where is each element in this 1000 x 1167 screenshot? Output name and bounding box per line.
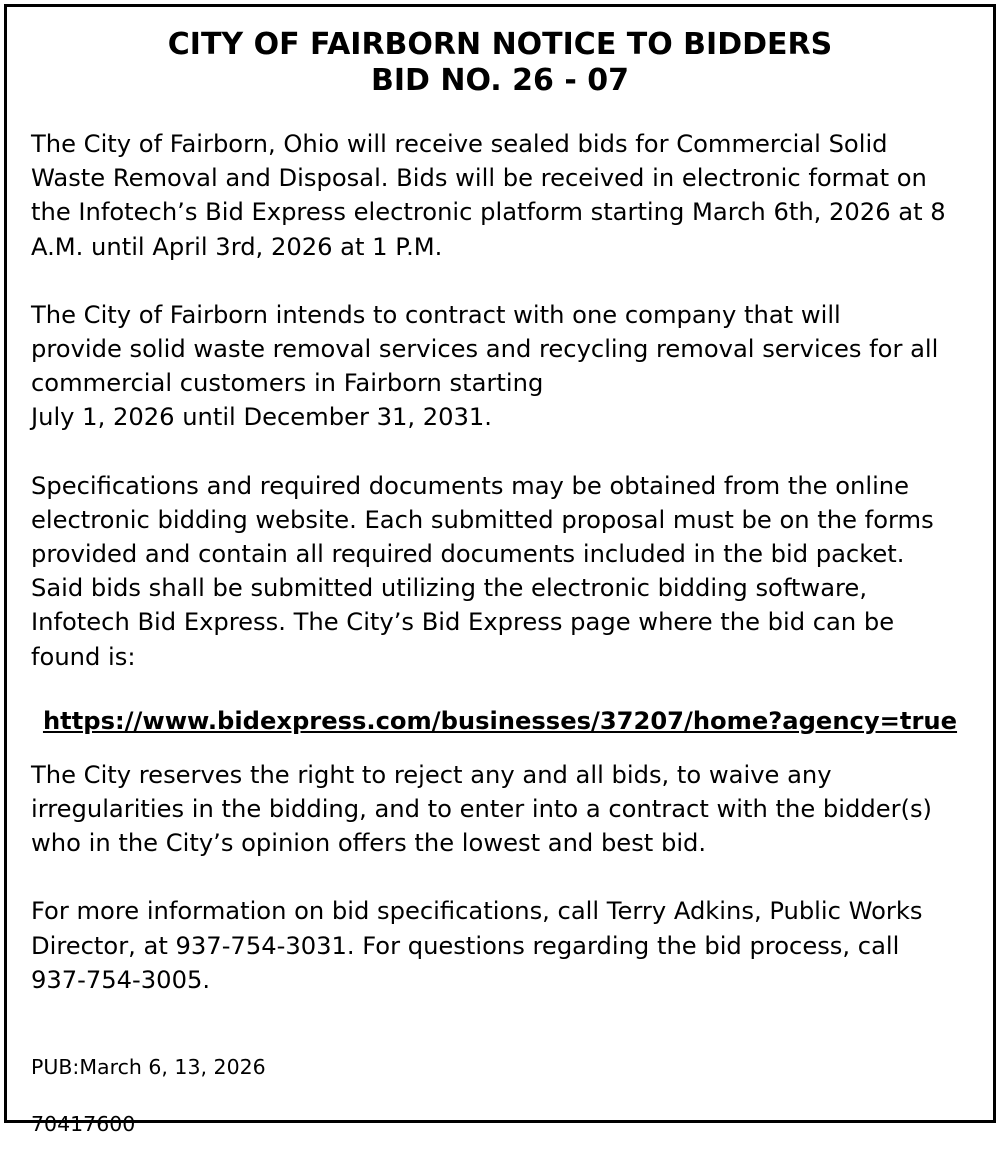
notice-box (4, 4, 996, 1136)
notice-title (7, 7, 993, 99)
link-container (31, 704, 969, 738)
publication-info (31, 1024, 969, 1167)
publication-dates: PUB:March 6, 13, 2026 (31, 1054, 266, 1079)
title-line-1: CITY OF FAIRBORN NOTICE TO BIDDERS (167, 27, 833, 62)
bid-express-link[interactable]: https://www.bidexpress.com/businesses/37207/home?agency=true (42, 706, 958, 735)
title-line-2: BID NO. 26 - 07 (370, 63, 629, 98)
paragraph-contract: The City of Fairborn intends to contract with one company that will provide solid waste removal services and recycling removal services for all commercial customers in Fairborn starting July 1, 2026 until December 31, 2031. (31, 300, 939, 432)
paragraph-bid-intro: The City of Fairborn, Ohio will receive sealed bids for Commercial Solid Waste Removal and Disposal. Bids will be received in electronic format on the Infotech’s Bid Express electronic platform starting March 6th, 2026 at 8 A.M. until April 3rd, 2026 at 1 P.M. (31, 130, 946, 261)
paragraph-contact: For more information on bid specifications, call Terry Adkins, Public Works Director, at 937-754-3031. For questions regarding the bid process, call 937-754-3005. (31, 897, 923, 994)
ad-number: 70417600 (31, 1111, 136, 1136)
notice-body (7, 127, 993, 1167)
paragraph-specifications: Specifications and required documents may be obtained from the online electronic bidding website. Each submitted proposal must be on the forms provided and contain all required documents included in the bid packet. Said bids shall be submitted utilizing the electronic bidding software, Infotech Bid Express. The City’s Bid Express page where the bid can be found is: (31, 471, 934, 671)
paragraph-reservation: The City reserves the right to reject any and all bids, to waive any irregularities in the bidding, and to enter into a contract with the bidder(s) who in the City’s opinion offers the lowest and best bid. (31, 760, 932, 858)
